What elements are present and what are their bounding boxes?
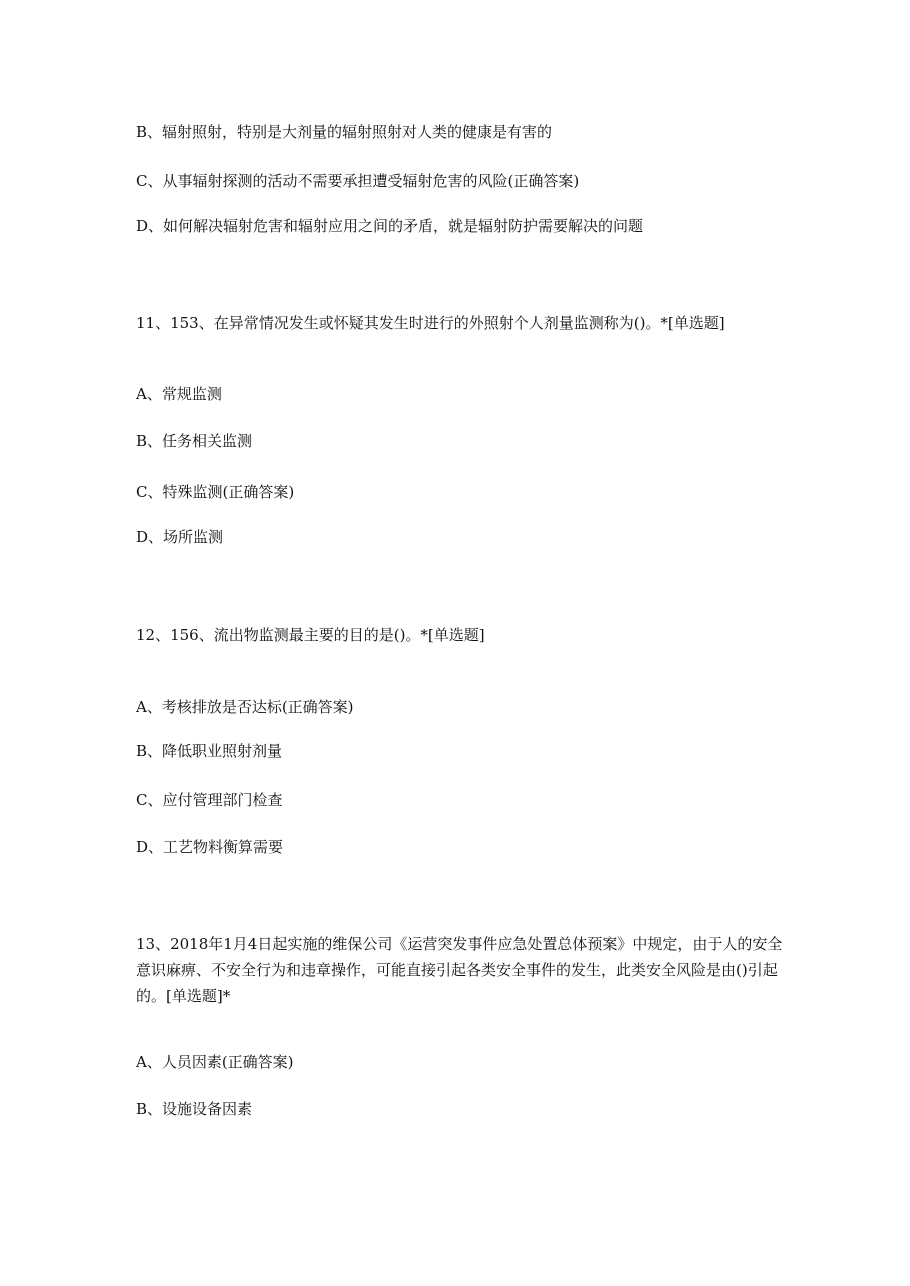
option-c: C、从事辐射探测的活动不需要承担遭受辐射危害的风险(正确答案) bbox=[136, 172, 580, 190]
question-stem: 13、2018年1月4日起实施的维保公司《运营突发事件应急处置总体预案》中规定，由于人的安全意识麻痹、不安全行为和违章操作，可能直接引起各类安全事件的发生，此类安全风险是由()引起的。[单选题]* bbox=[136, 935, 783, 1005]
option-a: A、常规监测 bbox=[136, 385, 222, 403]
option-d: D、如何解决辐射危害和辐射应用之间的矛盾，就是辐射防护需要解决的问题 bbox=[136, 217, 644, 235]
option-b: B、任务相关监测 bbox=[136, 432, 253, 450]
question-stem: 12、156、流出物监测最主要的目的是()。*[单选题] bbox=[136, 626, 485, 644]
option-a: A、人员因素(正确答案) bbox=[136, 1053, 294, 1071]
option-c: C、特殊监测(正确答案) bbox=[136, 483, 295, 501]
option-b: B、降低职业照射剂量 bbox=[136, 742, 283, 760]
option-b: B、辐射照射，特别是大剂量的辐射照射对人类的健康是有害的 bbox=[136, 123, 553, 141]
option-b: B、设施设备因素 bbox=[136, 1100, 253, 1118]
option-c: C、应付管理部门检查 bbox=[136, 791, 283, 809]
option-d: D、工艺物料衡算需要 bbox=[136, 838, 284, 856]
question-stem: 11、153、在异常情况发生或怀疑其发生时进行的外照射个人剂量监测称为()。*[单选题] bbox=[136, 314, 725, 332]
option-d: D、场所监测 bbox=[136, 528, 224, 546]
option-a: A、考核排放是否达标(正确答案) bbox=[136, 698, 354, 716]
